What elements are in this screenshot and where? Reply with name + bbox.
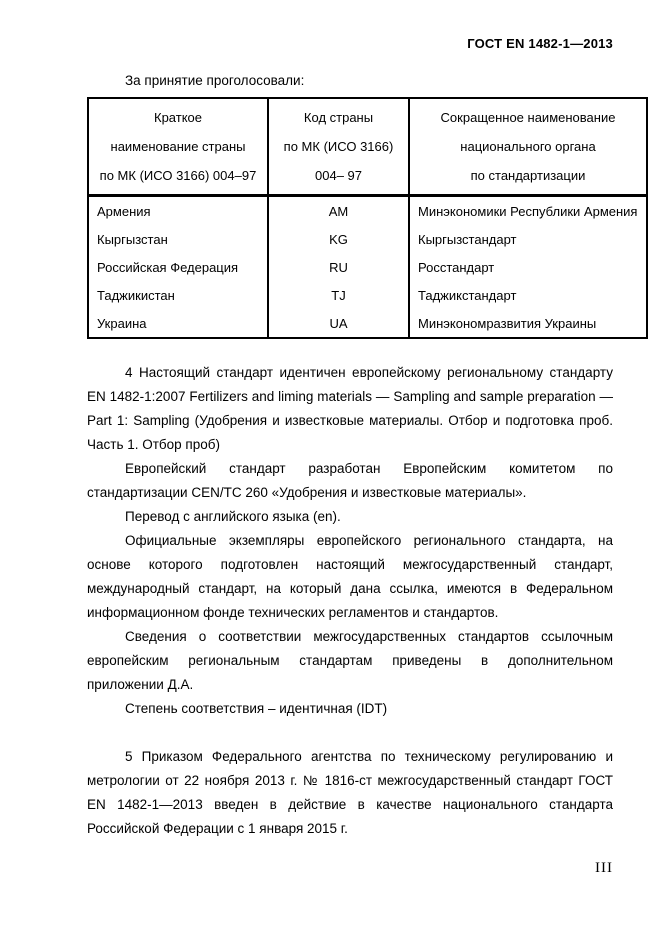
org-name-cell: Минэкономразвития Украины (409, 309, 647, 338)
country-code-cell: KG (268, 225, 409, 253)
table-row (88, 196, 647, 226)
table-header-org (409, 98, 647, 196)
header-line: по стандартизации (470, 168, 586, 183)
paragraph-5-order: 5 Приказом Федерального агентства по техническому регулированию и метрологии от 22 ноября 2013 г. № 1816-ст межгосударственный стандарт ГОСТ EN 1482-1—2013 введен в действие в качестве национального стандарта Российской Федерации с 1 января 2015 г. (87, 749, 613, 836)
header-line: 004– 97 (315, 168, 362, 183)
page-number: III (595, 860, 613, 876)
header-line: Краткое (154, 110, 202, 125)
country-name-cell: Российская Федерация (88, 253, 268, 281)
org-name-cell: Минэкономики Республики Армения (409, 196, 647, 226)
country-code-cell: AM (268, 196, 409, 226)
country-name-cell: Таджикистан (88, 281, 268, 309)
table-row (88, 309, 647, 338)
country-code-cell: TJ (268, 281, 409, 309)
country-code-cell: UA (268, 309, 409, 338)
paragraph-european-committee: Европейский стандарт разработан Европейским комитетом по стандартизации CEN/TC 260 «Удобрения и известковые материалы». (87, 461, 613, 500)
paragraph-4-standard-identity: 4 Настоящий стандарт идентичен европейскому региональному стандарту EN 1482-1:2007 Fertilizers and liming materials — Sampling and sample preparation — Part 1: Sampling (Удобрения и известковые материалы. Отбор и подготовка проб. Часть 1. Отбор проб) (87, 365, 613, 452)
country-code-cell: RU (268, 253, 409, 281)
header-line: национального органа (460, 139, 596, 154)
voting-table (87, 97, 648, 339)
org-name-cell: Росстандарт (409, 253, 647, 281)
table-header-code (268, 98, 409, 196)
voting-table-body (88, 196, 647, 339)
header-line: Сокращенное наименование (440, 110, 616, 125)
header-line: Код страны (303, 110, 374, 125)
intro-text: За принятие проголосовали: (125, 73, 305, 88)
paragraph-correspondence-info: Сведения о соответствии межгосударственных стандартов ссылочным европейским региональным стандартам приведены в дополнительном приложении Д.А. (87, 629, 613, 692)
document-code-header: ГОСТ EN 1482-1—2013 (467, 36, 613, 51)
org-name-cell: Кыргызстандарт (409, 225, 647, 253)
paragraph-conformity-degree: Степень соответствия – идентичная (IDT) (125, 701, 388, 716)
voting-table-header (88, 98, 647, 196)
org-name-cell: Таджикстандарт (409, 281, 647, 309)
country-name-cell: Кыргызстан (88, 225, 268, 253)
paragraph-official-copies: Официальные экземпляры европейского регионального стандарта, на основе которого подготовлен настоящий межгосударственный стандарт, международный стандарт, на который дана ссылка, имеются в Федеральном информационном фонде технических регламентов и стандартов. (87, 533, 613, 620)
table-row (88, 225, 647, 253)
country-name-cell: Украина (88, 309, 268, 338)
foreword-text-block (87, 361, 613, 841)
paragraph-translation: Перевод с английского языка (en). (125, 509, 341, 524)
table-row (88, 253, 647, 281)
header-line: по МК (ИСО 3166) (283, 139, 394, 154)
header-line: по МК (ИСО 3166) 004–97 (99, 168, 257, 183)
table-header-country (88, 98, 268, 196)
header-line: наименование страны (110, 139, 246, 154)
country-name-cell: Армения (88, 196, 268, 226)
table-row (88, 281, 647, 309)
